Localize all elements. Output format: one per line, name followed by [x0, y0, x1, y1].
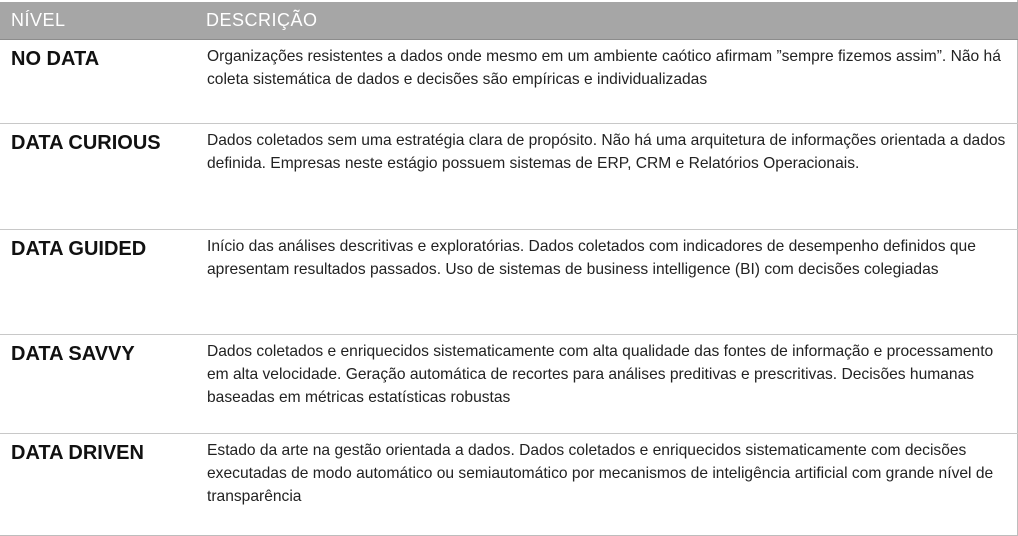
table-row [0, 124, 1018, 230]
row-description: Estado da arte na gestão orientada a dados. Dados coletados e enriquecidos sistematicamente com decisões executadas de modo automático ou semiautomático por mecanismos de inteligência artificial com grande nível de transparência [207, 442, 994, 505]
row-description: Dados coletados sem uma estratégia clara de propósito. Não há uma arquitetura de informações orientada a dados definida. Empresas neste estágio possuem sistemas de ERP, CRM e Relatórios Operacionais. [207, 132, 1006, 172]
table-row [0, 434, 1018, 536]
header-description: DESCRIÇÃO [206, 10, 318, 30]
table-row [0, 335, 1018, 434]
row-level: DATA GUIDED [11, 238, 147, 260]
row-description: Início das análises descritivas e exploratórias. Dados coletados com indicadores de desempenho definidos que apresentam resultados passados. Uso de sistemas de business intelligence (BI) com decisões colegiadas [207, 238, 976, 278]
row-level: DATA SAVVY [11, 343, 135, 365]
row-level: DATA DRIVEN [11, 442, 144, 464]
table-row [0, 230, 1018, 335]
row-description: Dados coletados e enriquecidos sistematicamente com alta qualidade das fontes de informação e processamento em alta velocidade. Geração automática de recortes para análises preditivas e prescritivas. Decisões humanas baseadas em métricas estatísticas robustas [207, 343, 994, 406]
row-description: Organizações resistentes a dados onde mesmo em um ambiente caótico afirmam ”sempre fizemos assim”. Não há coleta sistemática de dados e decisões são empíricas e individualizadas [207, 48, 1001, 88]
header-level: NÍVEL [11, 10, 66, 30]
row-level: DATA CURIOUS [11, 132, 161, 154]
table-header [0, 2, 1018, 40]
table-row [0, 40, 1018, 124]
row-level: NO DATA [11, 48, 100, 70]
